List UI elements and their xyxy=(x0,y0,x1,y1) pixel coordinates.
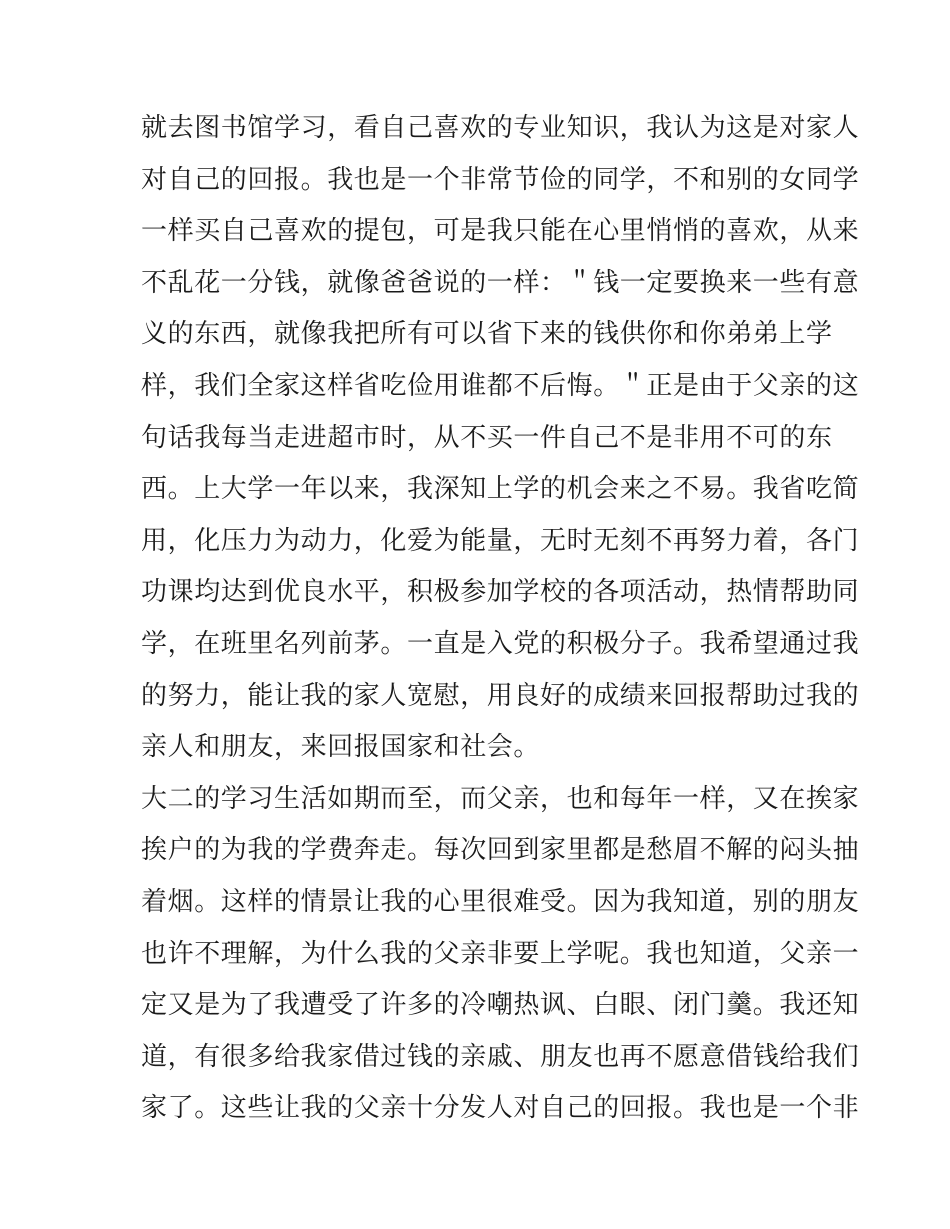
text-line: 功课均达到优良水平，积极参加学校的各项活动，热情帮助同 xyxy=(141,577,860,608)
text-line: 就去图书馆学习，看自己喜欢的专业知识，我认为这是对家人 xyxy=(141,113,860,143)
text-line: 学，在班里名列前茅。一直是入党的积极分子。我希望通过我 xyxy=(141,628,860,659)
text-line: 大二的学习生活如期而至，而父亲，也和每年一样，又在挨家 xyxy=(141,783,860,814)
text-line: 用，化压力为动力，化爱为能量，无时无刻不再努力着，各门 xyxy=(141,525,860,556)
text-line: 定又是为了我遭受了许多的冷嘲热讽、白眼、闭门羹。我还知 xyxy=(141,990,860,1021)
text-line: 家了。这些让我的父亲十分发人对自己的回报。我也是一个非 xyxy=(141,1093,860,1124)
text-line: 亲人和朋友，来回报国家和社会。 xyxy=(141,732,541,763)
text-line: 一样买自己喜欢的提包，可是我只能在心里悄悄的喜欢，从来 xyxy=(141,216,860,247)
text-line: 着烟。这样的情景让我的心里很难受。因为我知道，别的朋友 xyxy=(141,886,860,917)
text-line: 道，有很多给我家借过钱的亲戚、朋友也再不愿意借钱给我们 xyxy=(141,1041,860,1072)
text-line: 义的东西，就像我把所有可以省下来的钱供你和你弟弟上学 xyxy=(141,319,833,350)
text-line: 的努力，能让我的家人宽慰，用良好的成绩来回报帮助过我的 xyxy=(141,680,860,711)
text-line: 不乱花一分钱，就像爸爸说的一样：＂钱一定要换来一些有意 xyxy=(141,267,860,298)
text-line: 挨户的为我的学费奔走。每次回到家里都是愁眉不解的闷头抽 xyxy=(141,835,860,866)
text-line: 句话我每当走进超市时，从不买一件自己不是非用不可的东 xyxy=(141,422,833,453)
text-line: 样，我们全家这样省吃俭用谁都不后悔。＂正是由于父亲的这 xyxy=(141,370,860,401)
text-line: 对自己的回报。我也是一个非常节俭的同学，不和别的女同学 xyxy=(141,164,860,195)
body-text xyxy=(141,103,860,1135)
text-line: 也许不理解，为什么我的父亲非要上学呢。我也知道，父亲一 xyxy=(141,938,860,969)
text-line: 西。上大学一年以来，我深知上学的机会来之不易。我省吃简 xyxy=(141,474,860,505)
